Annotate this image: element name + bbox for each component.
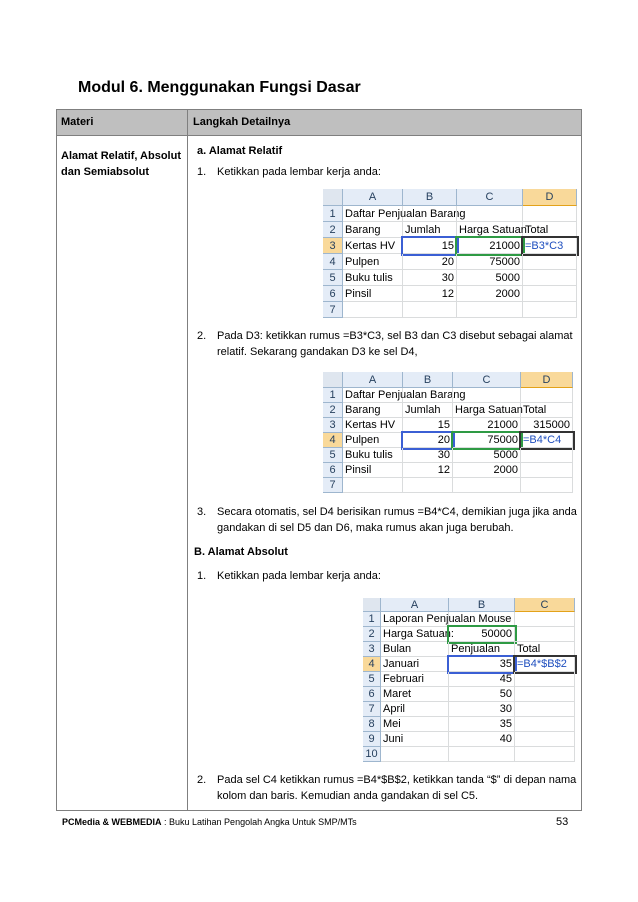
- sheet-cell: 2000: [457, 286, 523, 302]
- sheet-cell: [515, 717, 575, 732]
- step-number: 2.: [197, 774, 207, 786]
- sheet-cell: 5000: [453, 448, 521, 463]
- section-b-title: B. Alamat Absolut: [194, 546, 288, 558]
- sheet-cell: Total: [521, 403, 573, 418]
- column-header-b: B: [449, 598, 515, 612]
- column-header-d: D: [523, 189, 577, 206]
- sheet-cell: 75000: [457, 254, 523, 270]
- step-number: 2.: [197, 330, 207, 342]
- sheet-cell: Bulan: [381, 642, 449, 657]
- row-header: 2: [323, 403, 343, 418]
- sheet-cell: [453, 388, 521, 403]
- sheet-cell: [523, 254, 577, 270]
- row-header: 2: [363, 627, 381, 642]
- module-title: Modul 6. Menggunakan Fungsi Dasar: [78, 79, 361, 96]
- sheet-cell: Maret: [381, 687, 449, 702]
- sheet-cell: [381, 747, 449, 762]
- footer-text: : Buku Latihan Pengolah Angka Untuk SMP/MTs: [161, 817, 357, 827]
- column-divider: [187, 110, 188, 810]
- materi-cell: [61, 148, 183, 180]
- row-header: 4: [323, 433, 343, 448]
- sheet-cell: [521, 463, 573, 478]
- sheet-cell: Barang: [343, 222, 403, 238]
- sheet-cell: Juni: [381, 732, 449, 747]
- column-header-d: D: [521, 372, 573, 388]
- sheet-cell: 30: [403, 448, 453, 463]
- sheet-cell: Total: [523, 222, 577, 238]
- sheet-cell: Pulpen: [343, 433, 403, 448]
- sheet-cell: Januari: [381, 657, 449, 672]
- step-text: Ketikkan pada lembar kerja anda:: [217, 570, 381, 582]
- step-number: 1.: [197, 166, 207, 178]
- sheet-cell: April: [381, 702, 449, 717]
- sheet-cell: [403, 388, 453, 403]
- sheet-cell: 50000: [449, 627, 515, 642]
- spreadsheet-relative-2: [323, 372, 573, 493]
- sheet-cell: [457, 302, 523, 318]
- sheet-cell: Buku tulis: [343, 270, 403, 286]
- sheet-cell: [449, 747, 515, 762]
- column-header-c: C: [453, 372, 521, 388]
- row-header: 7: [363, 702, 381, 717]
- sheet-cell: Laporan Penjualan Mouse: [383, 613, 512, 625]
- sheet-cell: Mei: [381, 717, 449, 732]
- sheet-cell: [523, 270, 577, 286]
- sheet-cell: 20: [403, 433, 453, 448]
- sheet-cell: [453, 478, 521, 493]
- content-table: [56, 109, 582, 811]
- step-text-line-1: Pada sel C4 ketikkan rumus =B4*$B$2, ketikkan tanda “$” di depan nama: [217, 774, 577, 786]
- header-materi: Materi: [61, 116, 94, 128]
- sheet-cell: [403, 478, 453, 493]
- sheet-cell: 5000: [457, 270, 523, 286]
- sheet-cell: 30: [449, 702, 515, 717]
- row-header: 2: [323, 222, 343, 238]
- column-header-c: C: [515, 598, 575, 612]
- sheet-cell: Penjualan: [449, 642, 515, 657]
- sheet-cell: 2000: [453, 463, 521, 478]
- step-text-line-1: Secara otomatis, sel D4 berisikan rumus =B4*C4, demikian juga jika anda: [217, 506, 577, 518]
- sheet-cell: Jumlah: [403, 222, 457, 238]
- column-header-a: A: [343, 372, 403, 388]
- sheet-cell: 20: [403, 254, 457, 270]
- sheet-cell: [521, 448, 573, 463]
- sheet-cell: Jumlah: [403, 403, 453, 418]
- row-header: 7: [323, 302, 343, 318]
- sheet-cell: 12: [403, 286, 457, 302]
- column-header-b: B: [403, 189, 457, 206]
- step-text-line-2: kolom dan baris. Kemudian anda gandakan di sel C5.: [217, 790, 479, 802]
- step-text: Ketikkan pada lembar kerja anda:: [217, 166, 381, 178]
- step-number: 1.: [197, 570, 207, 582]
- row-header: 3: [323, 418, 343, 433]
- row-header: 1: [323, 206, 343, 222]
- sheet-cell: Daftar Penjualan Barang: [345, 208, 466, 220]
- sheet-cell: 12: [403, 463, 453, 478]
- sheet-cell: 30: [403, 270, 457, 286]
- sheet-cell: [457, 206, 523, 222]
- header-langkah: Langkah Detailnya: [193, 116, 291, 128]
- materi-line-1: Alamat Relatif, Absolut: [61, 150, 181, 162]
- sheet-cell: 35: [449, 717, 515, 732]
- sheet-cell: [515, 702, 575, 717]
- row-header: 10: [363, 747, 381, 762]
- row-header: 3: [363, 642, 381, 657]
- table-header-row: [57, 110, 581, 136]
- sheet-cell: [523, 302, 577, 318]
- sheet-cell: Februari: [381, 672, 449, 687]
- sheet-cell: [403, 206, 457, 222]
- row-header: 6: [323, 463, 343, 478]
- column-header-a: A: [343, 189, 403, 206]
- sheet-cell: 45: [449, 672, 515, 687]
- sheet-cell: Pulpen: [343, 254, 403, 270]
- row-header: 9: [363, 732, 381, 747]
- sheet-cell: Barang: [343, 403, 403, 418]
- sheet-cell: Harga Satuan:: [383, 628, 454, 640]
- sheet-cell: Kertas HV: [343, 238, 403, 254]
- sheet-cell: Kertas HV: [343, 418, 403, 433]
- row-header: 4: [363, 657, 381, 672]
- sheet-cell: 21000: [453, 418, 521, 433]
- sheet-cell: [515, 612, 575, 627]
- sheet-cell: [515, 627, 575, 642]
- sheet-cell: Pinsil: [343, 463, 403, 478]
- step-text-line-2: gandakan di sel D5 dan D6, maka rumus akan juga berubah.: [217, 522, 514, 534]
- sheet-cell: Harga Satuan: [455, 404, 523, 416]
- sheet-cell: [521, 388, 573, 403]
- step-text-line-2: relatif. Sekarang gandakan D3 ke sel D4,: [217, 346, 418, 358]
- select-all-corner: [363, 598, 381, 612]
- select-all-corner: [323, 189, 343, 206]
- sheet-cell: [515, 732, 575, 747]
- select-all-corner: [323, 372, 343, 388]
- column-header-c: C: [457, 189, 523, 206]
- row-header: 5: [363, 672, 381, 687]
- sheet-cell: 15: [403, 418, 453, 433]
- sheet-cell: [515, 747, 575, 762]
- sheet-cell: [521, 478, 573, 493]
- row-header: 7: [323, 478, 343, 493]
- sheet-cell: 21000: [457, 238, 523, 254]
- column-header-b: B: [403, 372, 453, 388]
- sheet-cell: Pinsil: [343, 286, 403, 302]
- sheet-cell: [515, 672, 575, 687]
- sheet-cell: [343, 302, 403, 318]
- sheet-cell: =B4*C4: [521, 433, 573, 448]
- footer: [62, 817, 357, 827]
- sheet-cell: [523, 286, 577, 302]
- sheet-cell: 50: [449, 687, 515, 702]
- row-header: 4: [323, 254, 343, 270]
- row-header: 1: [363, 612, 381, 627]
- sheet-cell: [343, 478, 403, 493]
- sheet-cell: [523, 206, 577, 222]
- sheet-cell: [403, 302, 457, 318]
- row-header: 5: [323, 270, 343, 286]
- row-header: 1: [323, 388, 343, 403]
- sheet-cell: 35: [449, 657, 515, 672]
- sheet-cell: 15: [403, 238, 457, 254]
- spreadsheet-absolute: [363, 598, 575, 761]
- sheet-cell: 75000: [453, 433, 521, 448]
- section-a-title: a. Alamat Relatif: [197, 145, 283, 157]
- sheet-cell: Daftar Penjualan Barang: [345, 389, 466, 401]
- sheet-cell: =B3*C3: [523, 238, 577, 254]
- column-header-a: A: [381, 598, 449, 612]
- materi-line-2: dan Semiabsolut: [61, 166, 150, 178]
- sheet-cell: Total: [515, 642, 575, 657]
- step-number: 3.: [197, 506, 207, 518]
- sheet-cell: Harga Satuan: [459, 224, 527, 236]
- page-number: 53: [556, 816, 569, 828]
- sheet-cell: Buku tulis: [343, 448, 403, 463]
- row-header: 6: [323, 286, 343, 302]
- step-text-line-1: Pada D3: ketikkan rumus =B3*C3, sel B3 dan C3 disebut sebagai alamat: [217, 330, 573, 342]
- footer-brand: PCMedia & WEBMEDIA: [62, 817, 162, 827]
- sheet-cell: [515, 687, 575, 702]
- spreadsheet-relative-1: [323, 189, 577, 318]
- sheet-cell: 315000: [521, 418, 573, 433]
- sheet-cell: 40: [449, 732, 515, 747]
- sheet-cell: =B4*$B$2: [515, 657, 575, 672]
- sheet-cell: [449, 612, 515, 627]
- row-header: 3: [323, 238, 343, 254]
- row-header: 6: [363, 687, 381, 702]
- row-header: 5: [323, 448, 343, 463]
- row-header: 8: [363, 717, 381, 732]
